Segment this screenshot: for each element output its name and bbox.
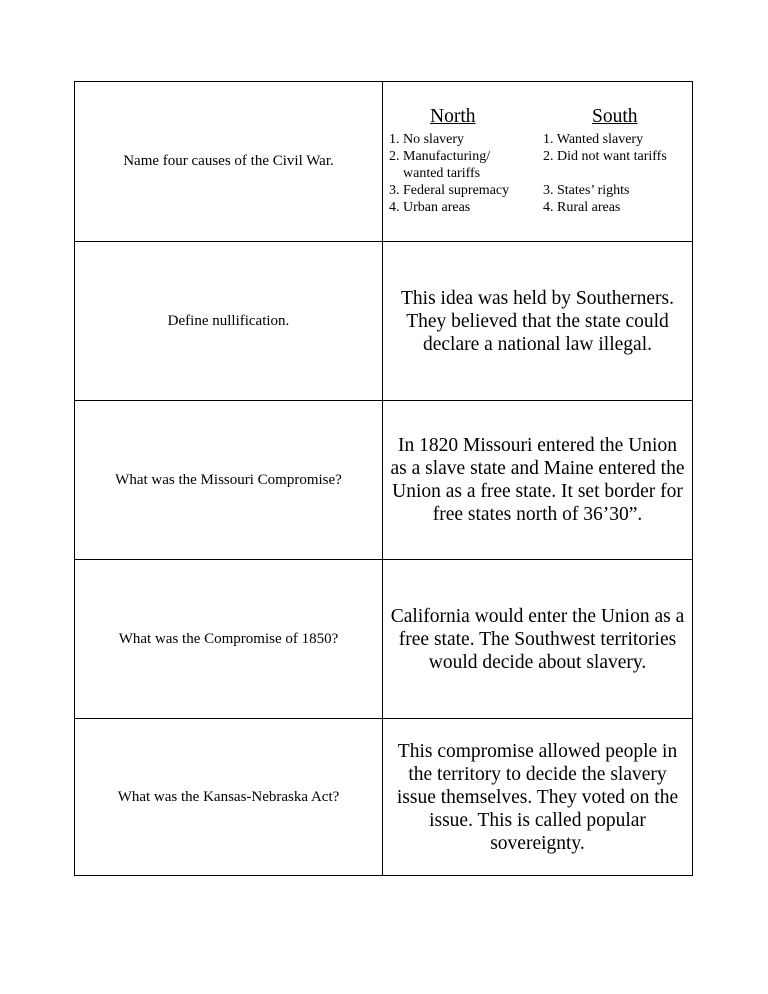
list-item: 1. No slavery xyxy=(389,132,465,147)
table-row xyxy=(75,401,692,560)
question-cell: What was the Missouri Compromise? xyxy=(115,471,342,488)
question-cell: Define nullification. xyxy=(167,312,290,329)
list-item: wanted tariffs xyxy=(403,166,481,181)
answer-cell: In 1820 Missouri entered the Union as a slave state and Maine entered the Union as a free state. It set border for free states north of 36’30”. xyxy=(390,435,685,525)
list-item: 2. Manufacturing/ xyxy=(389,149,491,164)
question-cell: Name four causes of the Civil War. xyxy=(123,153,334,169)
list-item: 2. Did not want tariffs xyxy=(543,149,667,164)
answer-cell: This compromise allowed people in the territory to decide the slavery issue themselves. They voted on the issue. This is called popular sovereignty. xyxy=(396,741,679,854)
north-heading: North xyxy=(430,106,476,127)
list-item: 4. Rural areas xyxy=(543,200,621,215)
table-row xyxy=(75,719,692,876)
question-cell: What was the Compromise of 1850? xyxy=(118,630,339,647)
answer-cell: This idea was held by Southerners. They believed that the state could declare a national law illegal. xyxy=(401,287,674,355)
answer-cell: California would enter the Union as a free state. The Southwest territories would decide about slavery. xyxy=(390,605,685,673)
list-item: 1. Wanted slavery xyxy=(543,132,644,147)
question-cell: What was the Kansas-Nebraska Act? xyxy=(117,789,340,805)
list-item: 4. Urban areas xyxy=(389,200,471,215)
north-causes xyxy=(389,108,539,216)
table-row xyxy=(75,560,692,719)
list-item: 3. States’ rights xyxy=(543,183,630,198)
flashcard-table xyxy=(74,81,693,876)
list-item: 3. Federal supremacy xyxy=(389,183,510,198)
south-heading: South xyxy=(592,106,638,127)
table-row xyxy=(75,242,692,401)
table-row xyxy=(75,82,692,242)
south-causes xyxy=(543,108,693,216)
